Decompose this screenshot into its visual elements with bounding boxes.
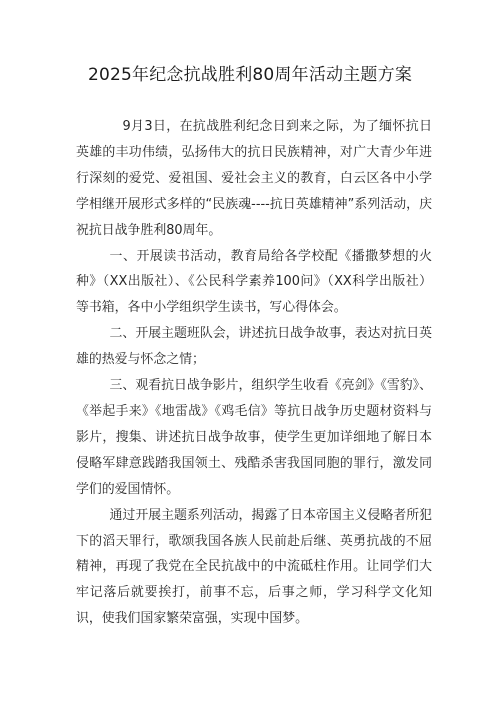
document-body [76,114,432,632]
intro-paragraph: 9月3日，在抗战胜利纪念日到来之际，为了缅怀抗日英雄的丰功伟绩，弘扬伟大的抗日民族精神，对广大青少年进行深刻的爱党、爱祖国、爱社会主义的教育，白云区各中小学学相继开展形式多样的“民族魂----抗日英雄精神”系列活动，庆祝抗日战争胜利80周年。 [76,119,432,238]
activity-film-paragraph: 三、观看抗日战争影片，组织学生收看《亮剑》《雪豹》、《举起手来》《地雷战》《鸡毛信》等抗日战争历史题材资料与影片，搜集、讲述抗日战争故事，使学生更加详细地了解日本侵略军肆意践踏我国领土、残酷杀害我国同胞的罪行，激发同学们的爱国情怀。 [76,378,432,497]
conclusion-paragraph: 通过开展主题系列活动，揭露了日本帝国主义侵略者所犯下的滔天罪行，歌颂我国各族人民前赴后继、英勇抗战的不屈精神，再现了我党在全民抗战中的中流砥柱作用。让同学们大牢记落后就要挨打，前事不忘，后事之师，学习科学文化知识，使我们国家繁荣富强，实现中国梦。 [76,507,432,627]
document-title: 2025年纪念抗战胜利80周年活动主题方案 [87,65,413,85]
activity-class-meeting-paragraph: 二、开展主题班队会，讲述抗日战争故事，表达对抗日英雄的热爱与怀念之情； [76,326,432,368]
activity-reading-paragraph: 一、开展读书活动，教育局给各学校配《播撒梦想的火种》（XX出版社）、《公民科学素养100问》（XX科学出版社）等书箱，各中小学组织学生读书，写心得体会。 [76,248,432,316]
